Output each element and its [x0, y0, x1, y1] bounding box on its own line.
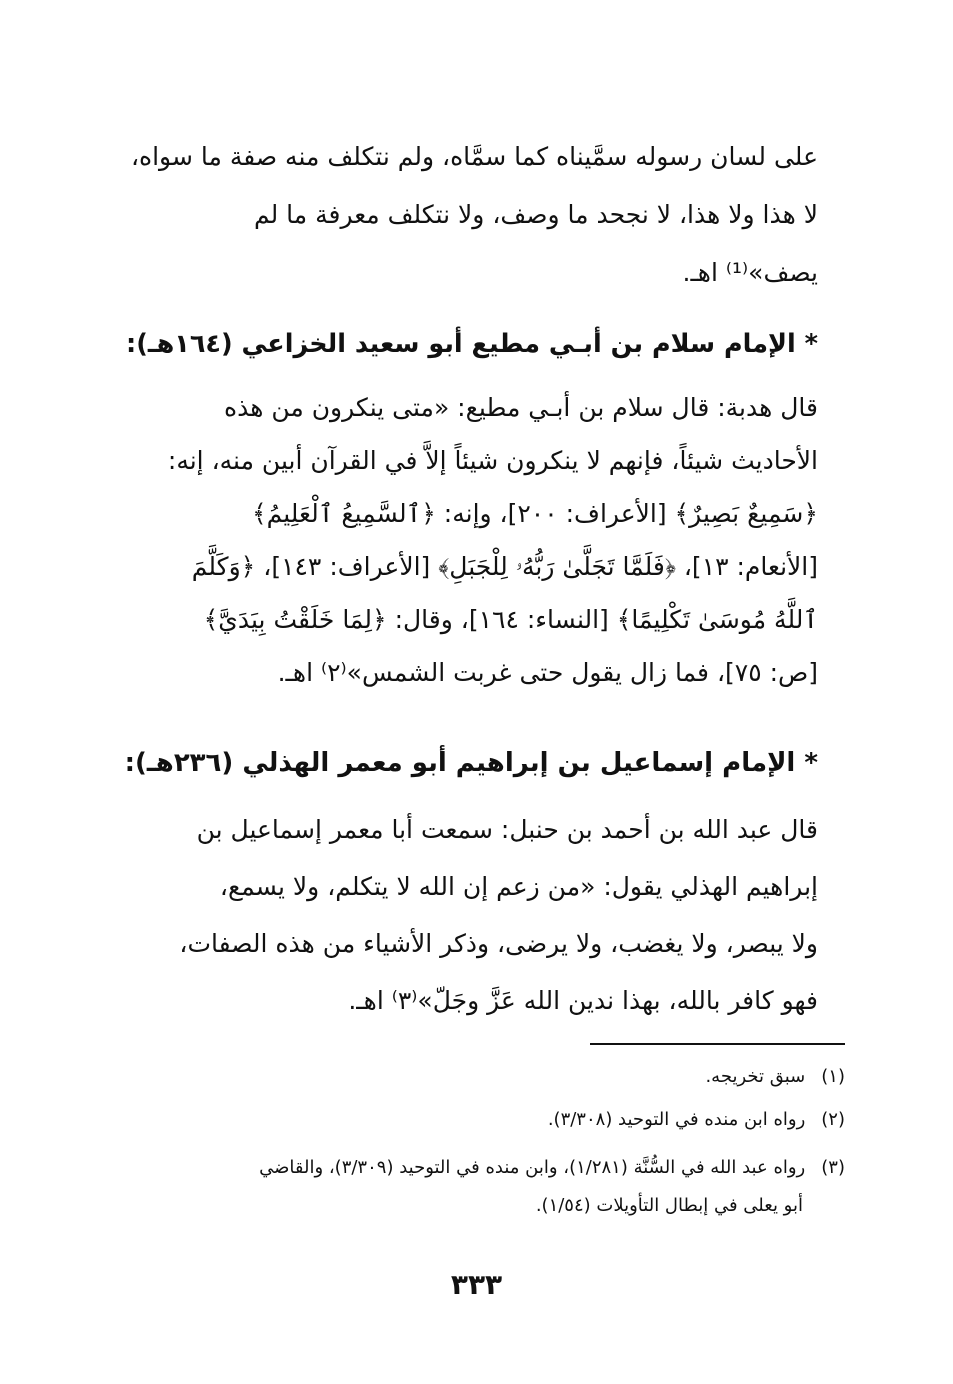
footnote-divider [590, 1043, 845, 1045]
section-body-abu-mamar [118, 815, 818, 1043]
body-line: الأحاديث شيئاً، فإنهم لا ينكرون شيئاً إلاَّ في القرآن أبين منه، إنه: [167, 446, 818, 475]
intro-line: على لسان رسوله سمَّيناه كما سمَّاه، ولم نتكلف منه صفة ما سواه، [130, 142, 818, 171]
page-number: ٣٣٣ [450, 1268, 503, 1301]
footnote-number: (٢) [821, 1109, 845, 1130]
footnote-text: سبق تخريجه. [705, 1066, 806, 1087]
footnote-2 [125, 1108, 845, 1132]
body-line: ٱللَّهُ مُوسَىٰ تَكْلِيمًا﴾ [النساء: ١٦٤]، وقال: ﴿لِمَا خَلَقْتُ بِيَدَيَّ﴾ [203, 605, 818, 634]
body-line: قال هدبة: قال سلام بن أبـي مطيع: «متى ينكرون من هذه [223, 393, 818, 422]
footnote-text: رواه ابن منده في التوحيد (٣/٣٠٨). [547, 1109, 806, 1130]
footnote-3 [125, 1156, 845, 1218]
footnote-continuation: أبو يعلى في إبطال التأويلات (١/٥٤). [535, 1195, 803, 1216]
section-body-salam [118, 393, 818, 711]
body-line: [الأنعام: ١٣]، ﴿فَلَمَّا تَجَلَّىٰ رَبُّهُۥ لِلْجَبَلِ﴾ [الأعراف: ١٤٣]، ﴿وَكَلَّمَ [191, 552, 818, 581]
body-line: فهو كافر بالله، بهذا ندين الله عَزَّ وجَلّ»⁽٣⁾ اهـ. [348, 986, 818, 1015]
footnote-number: (١) [821, 1066, 845, 1087]
section-heading-abu-mamar: * الإمام إسماعيل بن إبراهيم أبو معمر الهذلي (٢٣٦هـ): [124, 748, 818, 778]
footnote-number: (٣) [821, 1157, 845, 1178]
footnote-1 [125, 1065, 845, 1089]
footnote-text: رواه عبد الله في السُّنَّة (١/٢٨١)، وابن منده في التوحيد (٣/٣٠٩)، والقاضي [259, 1157, 806, 1178]
intro-paragraph [118, 142, 818, 316]
body-line: [ص: ٧٥]، فما زال يقول حتى غربت الشمس»⁽٢⁾ اهـ. [277, 658, 818, 687]
intro-line: لا هذا ولا هذا، لا نجحد ما وصف، ولا نتكلف معرفة ما لم [253, 200, 818, 229]
body-line: قال عبد الله بن أحمد بن حنبل: سمعت أبا معمر إسماعيل بن [196, 815, 818, 844]
body-line: إبراهيم الهذلي يقول: «من زعم إن الله لا يتكلم، ولا يسمع، [219, 872, 818, 901]
intro-line: يصف»⁽¹⁾ اهـ. [682, 258, 818, 287]
section-heading-salam: * الإمام سلام بن أبـي مطيع أبو سعيد الخزاعي (١٦٤هـ): [126, 329, 818, 359]
body-line: ولا يبصر، ولا يغضب، ولا يرضى، وذكر الأشياء من هذه الصفات، [179, 929, 818, 958]
body-line: ﴿سَمِيعٌ بَصِيرٌ﴾ [الأعراف: ٢٠٠]، وإنه: ﴿ٱلسَّمِيعُ ٱلْعَلِيمُ﴾ [251, 499, 818, 528]
